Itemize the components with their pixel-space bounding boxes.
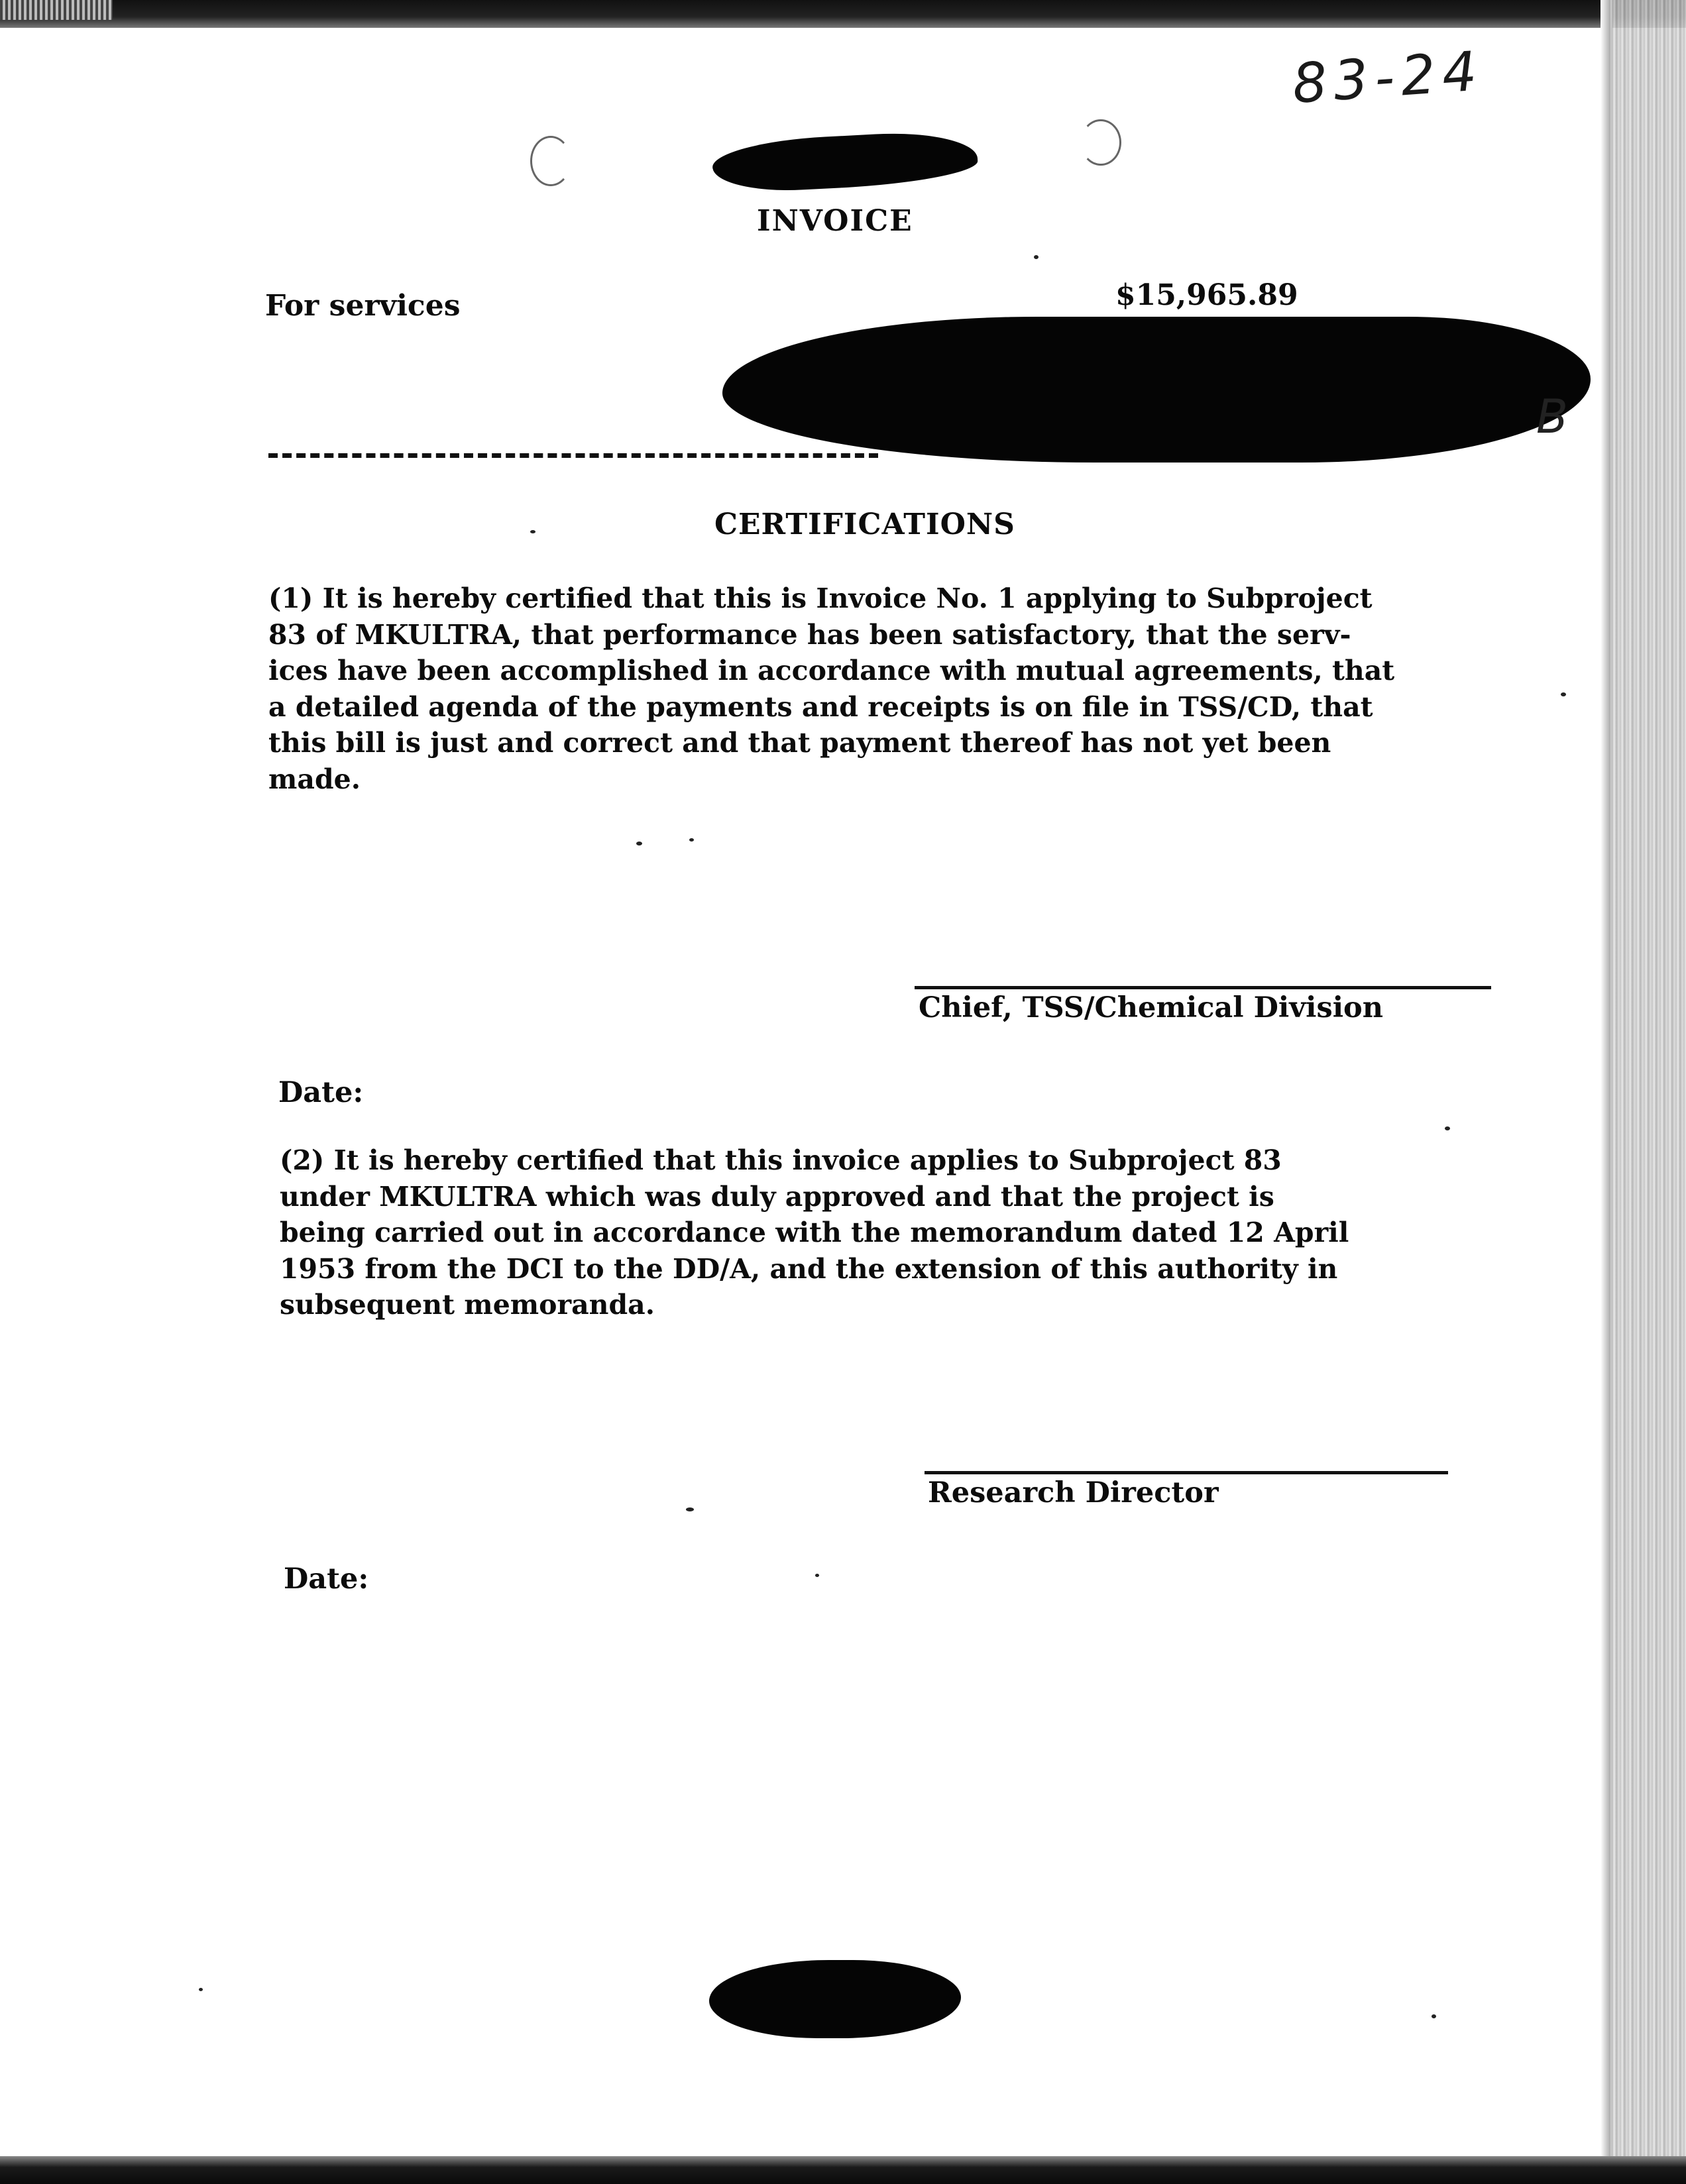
certifications-heading: CERTIFICATIONS bbox=[714, 508, 1015, 541]
text-line: being carried out in accordance with the memorandum dated 12 April bbox=[280, 1217, 1349, 1248]
scan-speck bbox=[199, 1988, 203, 1991]
text-line: 1953 from the DCI to the DD/A, and the extension of this authority in bbox=[280, 1252, 1338, 1285]
certification-2-text bbox=[280, 1142, 1492, 1323]
signature-line-research-director bbox=[925, 1471, 1448, 1474]
signature-line-chief bbox=[915, 986, 1491, 989]
scan-border-top bbox=[0, 0, 1686, 28]
scan-speck bbox=[530, 530, 535, 533]
date-label-2: Date: bbox=[284, 1562, 369, 1596]
text-line: 83 of MKULTRA, that performance has been satisfactory, that the serv- bbox=[268, 618, 1351, 651]
handwritten-file-number: 83-24 bbox=[1290, 40, 1486, 116]
signatory-title-research-director: Research Director bbox=[928, 1476, 1219, 1509]
scan-border-bottom bbox=[0, 2156, 1686, 2184]
scan-noise-top-left bbox=[0, 0, 113, 20]
scan-speck bbox=[1432, 2014, 1436, 2018]
text-line: made. bbox=[268, 763, 361, 795]
date-label-1: Date: bbox=[278, 1076, 364, 1109]
dashed-separator bbox=[268, 453, 878, 458]
text-line: a detailed agenda of the payments and receipts is on file in TSS/CD, that bbox=[268, 690, 1373, 723]
redaction-mark-payee bbox=[722, 317, 1591, 463]
handwritten-initial: B bbox=[1536, 390, 1569, 444]
for-services-label: For services bbox=[265, 289, 461, 323]
redaction-mark-footer bbox=[709, 1960, 961, 2038]
scan-border-right bbox=[1610, 0, 1686, 2184]
scan-speck bbox=[636, 842, 642, 846]
scan-speck bbox=[689, 838, 694, 842]
punch-hole-mark bbox=[530, 136, 571, 186]
signatory-title-chief: Chief, TSS/Chemical Division bbox=[919, 991, 1383, 1024]
text-line: (1) It is hereby certified that this is Invoice No. 1 applying to Subproject bbox=[268, 582, 1373, 614]
invoice-amount: $15,965.89 bbox=[1115, 278, 1298, 312]
redaction-mark-header bbox=[711, 129, 979, 195]
scan-speck bbox=[1561, 692, 1566, 696]
text-line: subsequent memoranda. bbox=[280, 1289, 655, 1321]
scan-speck bbox=[686, 1507, 694, 1511]
text-line: under MKULTRA which was duly approved and that the project is bbox=[280, 1180, 1274, 1213]
text-line: this bill is just and correct and that payment thereof has not yet been bbox=[268, 727, 1331, 759]
scan-speck bbox=[1445, 1126, 1450, 1130]
punch-hole-mark bbox=[1080, 119, 1121, 166]
text-line: ices have been accomplished in accordance with mutual agreements, that bbox=[268, 655, 1395, 686]
scan-speck bbox=[815, 1574, 819, 1577]
text-line: (2) It is hereby certified that this invoice applies to Subproject 83 bbox=[280, 1144, 1282, 1176]
invoice-title: INVOICE bbox=[757, 204, 913, 238]
certification-1-text bbox=[268, 580, 1501, 797]
scan-speck bbox=[1034, 255, 1039, 259]
